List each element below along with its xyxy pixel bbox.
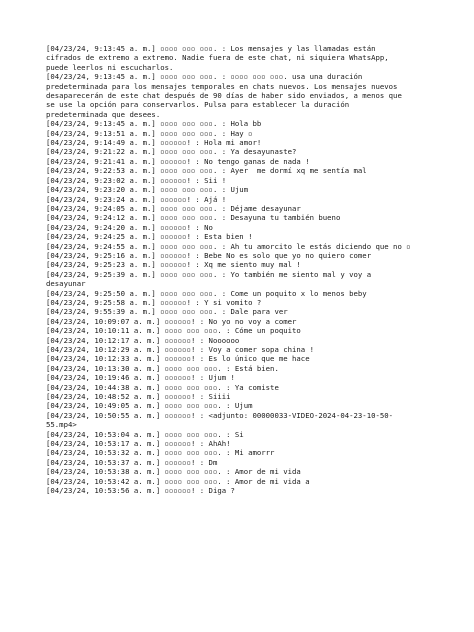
transcript-line: [04/23/24, 9:25:16 a. m.] ▫▫▫▫▫▫! : Bebe No es solo que yo no quiero comer <box>46 250 372 260</box>
transcript-line: [04/23/24, 9:13:45 a. m.] ▫▫▫▫ ▫▫▫ ▫▫▫. : ▫▫▫▫ ▫▫▫ ▫▫▫. usa una duración <box>46 72 363 82</box>
transcript-line: [04/23/24, 10:44:38 a. m.] ▫▫▫▫ ▫▫▫ ▫▫▫. : Ya comiste <box>46 382 279 392</box>
transcript-line: cifrados de extremo a extremo. Nadie fuera de este chat, ni siquiera WhatsApp, <box>46 53 389 63</box>
transcript-line: [04/23/24, 9:23:20 a. m.] ▫▫▫▫ ▫▫▫ ▫▫▫. : Ujum <box>46 185 249 195</box>
transcript-line: [04/23/24, 9:25:50 a. m.] ▫▫▫▫ ▫▫▫ ▫▫▫. : Come un poquito x lo menos beby <box>46 288 367 298</box>
transcript-line: [04/23/24, 9:21:22 a. m.] ▫▫▫▫ ▫▫▫ ▫▫▫. : Ya desayunaste? <box>46 147 297 157</box>
transcript-line: 55.mp4> <box>46 420 77 430</box>
transcript-line: [04/23/24, 10:09:07 a. m.] ▫▫▫▫▫▫! : No yo no voy a comer <box>46 316 297 326</box>
transcript-line: [04/23/24, 10:53:42 a. m.] ▫▫▫▫ ▫▫▫ ▫▫▫. : Amor de mi vida a <box>46 476 310 486</box>
transcript-line: [04/23/24, 10:48:52 a. m.] ▫▫▫▫▫▫! : Siiii <box>46 392 231 402</box>
transcript-line: [04/23/24, 9:24:05 a. m.] ▫▫▫▫ ▫▫▫ ▫▫▫. : Déjame desayunar <box>46 203 301 213</box>
transcript-line: [04/23/24, 9:24:12 a. m.] ▫▫▫▫ ▫▫▫ ▫▫▫. : Desayuna tu también bueno <box>46 213 341 223</box>
transcript-line: [04/23/24, 9:13:51 a. m.] ▫▫▫▫ ▫▫▫ ▫▫▫. : Hay ▫ <box>46 128 253 138</box>
transcript-line: puede leerlos ni escucharlos. <box>46 62 174 72</box>
transcript-line: [04/23/24, 9:23:24 a. m.] ▫▫▫▫▫▫! : Ajá ! <box>46 194 227 204</box>
transcript-line: [04/23/24, 10:53:04 a. m.] ▫▫▫▫ ▫▫▫ ▫▫▫. : Si <box>46 429 244 439</box>
transcript-line: [04/23/24, 10:12:17 a. m.] ▫▫▫▫▫▫! : Noooooo <box>46 335 240 345</box>
transcript-line: [04/23/24, 10:12:29 a. m.] ▫▫▫▫▫▫! : Voy a comer sopa china ! <box>46 345 314 354</box>
transcript-line: desayunar <box>46 279 86 289</box>
transcript-line: [04/23/24, 10:50:55 a. m.] ▫▫▫▫▫▫! : <adjunto: 00000033-VIDEO-2024-04-23-10-50- <box>46 410 394 420</box>
transcript-line: [04/23/24, 9:13:45 a. m.] ▫▫▫▫ ▫▫▫ ▫▫▫. : Los mensajes y las llamadas están <box>46 44 376 53</box>
transcript-line: predeterminada para los mensajes temporales en chats nuevos. Los mensajes nuevos <box>46 81 398 91</box>
transcript-line: [04/23/24, 9:14:49 a. m.] ▫▫▫▫▫▫! : Hola mi amor! <box>46 138 262 148</box>
transcript-line: [04/23/24, 10:13:30 a. m.] ▫▫▫▫ ▫▫▫ ▫▫▫. : Está bien. <box>46 363 279 373</box>
transcript-line: predeterminada que desees. <box>46 109 161 119</box>
transcript-line: [04/23/24, 9:24:25 a. m.] ▫▫▫▫▫▫! : Esta bien ! <box>46 232 253 242</box>
transcript-line: [04/23/24, 10:53:56 a. m.] ▫▫▫▫▫▫! : Diga ? <box>46 486 235 496</box>
transcript-line: [04/23/24, 10:10:11 a. m.] ▫▫▫▫ ▫▫▫ ▫▫▫. : Cóme un poquito <box>46 326 301 336</box>
transcript-line: [04/23/24, 9:23:02 a. m.] ▫▫▫▫▫▫! : Sii ! <box>46 175 227 185</box>
transcript-line: [04/23/24, 9:13:45 a. m.] ▫▫▫▫ ▫▫▫ ▫▫▫. : Hola bb <box>46 119 262 129</box>
transcript-line: [04/23/24, 9:25:39 a. m.] ▫▫▫▫ ▫▫▫ ▫▫▫. : Yo también me siento mal y voy a <box>46 269 372 279</box>
transcript-line: [04/23/24, 9:25:58 a. m.] ▫▫▫▫▫▫! : Y si vomito ? <box>46 297 262 307</box>
transcript-line: [04/23/24, 10:53:32 a. m.] ▫▫▫▫ ▫▫▫ ▫▫▫. : Mi amorrr <box>46 448 275 458</box>
transcript-line: [04/23/24, 10:12:33 a. m.] ▫▫▫▫▫▫! : Es lo único que me hace <box>46 354 310 364</box>
transcript-line: [04/23/24, 9:21:41 a. m.] ▫▫▫▫▫▫! : No tengo ganas de nada ! <box>46 156 310 166</box>
transcript-line: [04/23/24, 10:53:37 a. m.] ▫▫▫▫▫▫! : Dm <box>46 457 218 467</box>
transcript-line: [04/23/24, 10:53:17 a. m.] ▫▫▫▫▫▫! : AhAh! <box>46 439 231 449</box>
transcript-line: [04/23/24, 10:53:38 a. m.] ▫▫▫▫ ▫▫▫ ▫▫▫. : Amor de mi vida <box>46 467 301 477</box>
transcript-line: se use la opción para conservarlos. Pulsa para establecer la duración <box>46 100 350 110</box>
transcript-line: [04/23/24, 10:19:46 a. m.] ▫▫▫▫▫▫! : Ujum ! <box>46 373 235 383</box>
transcript-line: [04/23/24, 9:24:55 a. m.] ▫▫▫▫ ▫▫▫ ▫▫▫. : Ah tu amorcito le estás diciendo que no ▫ <box>46 241 411 251</box>
transcript-line: [04/23/24, 9:24:20 a. m.] ▫▫▫▫▫▫! : No <box>46 222 213 232</box>
chat-transcript <box>46 44 436 496</box>
transcript-line: [04/23/24, 9:55:39 a. m.] ▫▫▫▫ ▫▫▫ ▫▫▫. : Dale para ver <box>46 307 288 317</box>
transcript-line: desaparecerán de este chat después de 90 días de haber sido enviados, a menos que <box>46 91 402 101</box>
transcript-line: [04/23/24, 10:49:05 a. m.] ▫▫▫▫ ▫▫▫ ▫▫▫. : Ujum <box>46 401 253 411</box>
transcript-line: [04/23/24, 9:25:23 a. m.] ▫▫▫▫▫▫! : Xq me siento muy mal ! <box>46 260 301 270</box>
transcript-line: [04/23/24, 9:22:53 a. m.] ▫▫▫▫ ▫▫▫ ▫▫▫. : Ayer me dormí xq me sentía mal <box>46 166 367 176</box>
